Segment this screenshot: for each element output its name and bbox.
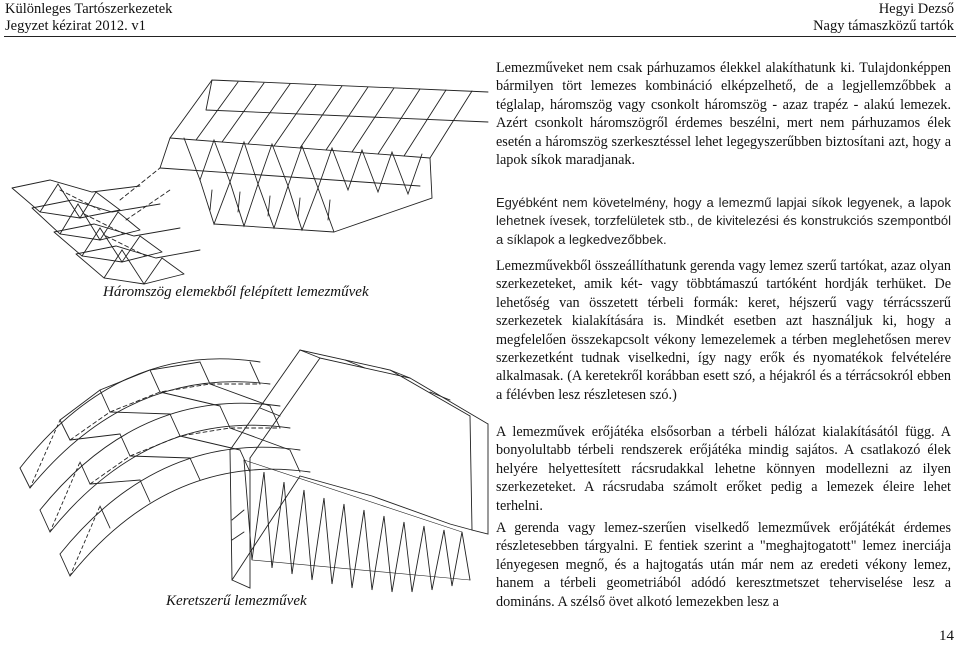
document-version: Jegyzet kézirat 2012. v1 — [5, 18, 146, 34]
caption-frame-plates: Keretszerű lemezművek — [166, 593, 307, 609]
folded-plate-illustrations — [0, 40, 490, 647]
page-number: 14 — [939, 628, 954, 644]
paragraph-structures: Lemezművekből összeállíthatunk gerenda vagy lemez szerű tartókat, azaz olyan szerkezeteket, amik két- vagy többtámaszú tartóként hordják terhüket. De lehetőség van összetett térbeli formák: keret, héjszerű vagy térrácsszerű szerkezetek kialakítására is. Mindkét esetben azt használjuk ki, hogy a megfelelően összekapcsolt vékony lemezelemek a térben meglehetősen merev szerkezetként tudnak viselkedni, így nagy erők és nyomatékok felvételére alkalmasak. (A keretekről korábban esett szó, a héjakról és a térrácsokról ebben a félévben lesz részletesen szó.) — [496, 258, 951, 403]
chapter-title: Nagy támaszközű tartók — [813, 18, 954, 34]
paragraph-shapes: Lemezműveket nem csak párhuzamos élekkel alakíthatunk ki. Tulajdonképpen bármilyen tört lemezes kombináció elképzelhető, de a legjellemzőbbek a téglalap, háromszög vagy csonkolt háromszög - azaz trapéz - alakú lemezek. Azért csonkolt háromszögről érdemes beszélni, mert nem párhuzamos élek esetén a háromszög szerkesztéssel lehet legegyszerűbben biztosítani azt, hogy a lapok síkok maradjanak. — [496, 60, 951, 169]
triangle-plate-drawing — [120, 80, 488, 232]
folded-frame-drawing — [230, 350, 488, 592]
page-header — [0, 0, 960, 40]
author-name: Hegyi Dezső — [878, 1, 954, 17]
header-rule — [4, 36, 956, 37]
caption-triangle-plates: Háromszög elemekből felépített lemezművek — [103, 284, 369, 300]
stacked-plates-left — [12, 180, 200, 284]
paragraph-beam-behaviour: A gerenda vagy lemez-szerűen viselkedő lemezművek erőjátékát érdemes részletesebben tárgyalni. E fentiek szerint a "meghajtogatott" lemez inerciája lényegesen megnő, és a hajtogatás után már nem az eredeti vékony lemez, hanem a térbeli geometriából adódó keresztmetszet teherviselése lesz a domináns. A szélső övet alkotó lemezekben lesz a — [496, 520, 951, 610]
paragraph-force-play: A lemezművek erőjátéka elsősorban a térbeli hálózat kialakításától függ. A bonyolultabb térbeli rendszerek erőjátéka mindig sajátos. A csatlakozó élek helyére helyettesített rácsrudakkal lehetne könnyen modellezni az ilyen szerkezeteket. A rácsrudaba számolt erőket pedig a lemezek éleire lehet terhelni. — [496, 424, 951, 514]
course-title: Különleges Tartószerkezetek — [5, 1, 173, 17]
paragraph-curved-faces: Egyébként nem követelmény, hogy a lemezmű lapjai síkok legyenek, a lapok lehetnek ívesek, torzfelületek stb., de kivitelezési és konstrukciós szempontból a síklapok a legkedvezőbbek. — [496, 195, 951, 247]
